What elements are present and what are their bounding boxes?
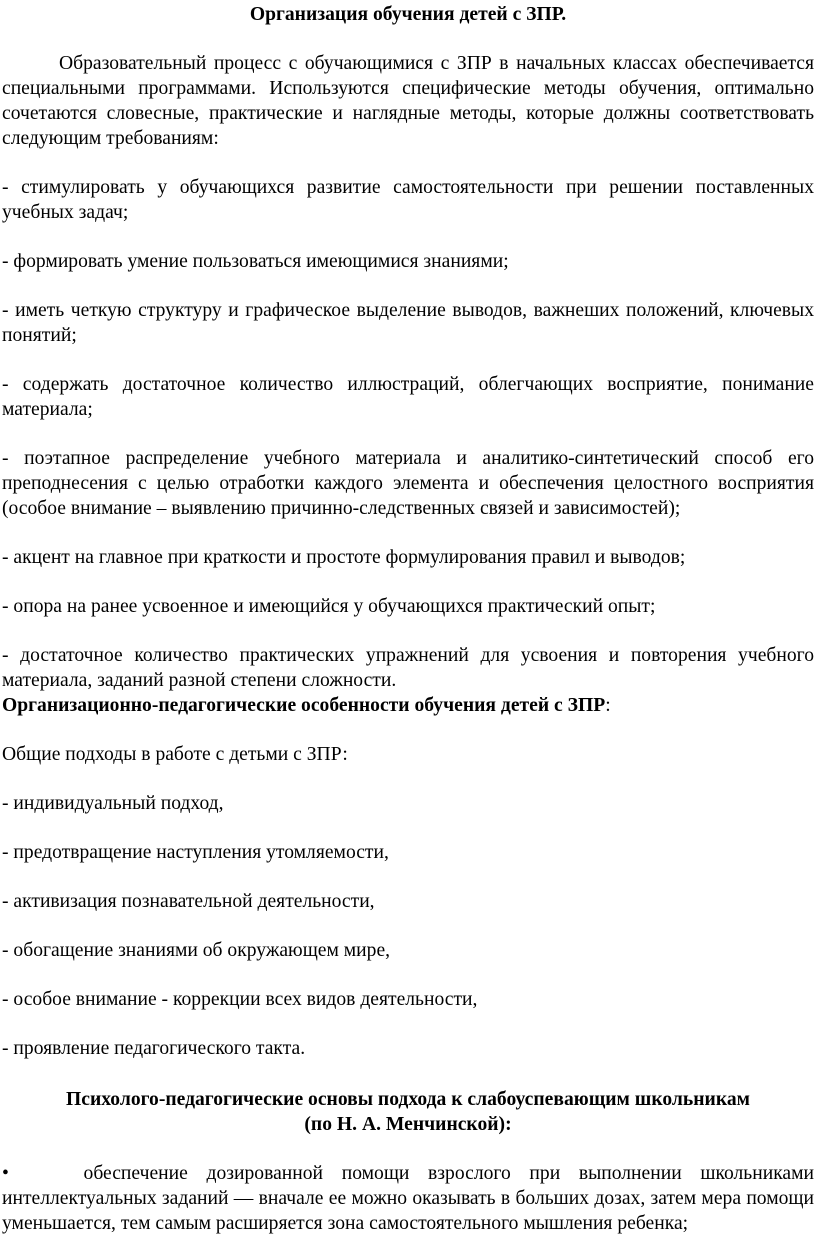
section3-heading-line2: (по Н. А. Менчинской):: [304, 1114, 512, 1135]
requirement-item: - стимулировать у обучающихся развитие самостоятельности при решении поставленных учебных задач;: [2, 177, 814, 223]
section3-paragraph: [2, 1161, 814, 1236]
section-lead: Общие подходы в работе с детьми с ЗПР:: [2, 744, 348, 765]
bullet-icon: •: [2, 1163, 9, 1184]
document-title: Организация обучения детей с ЗПР.: [249, 4, 567, 25]
section3-heading: [2, 1087, 814, 1137]
section-heading-text: Организационно-педагогические особенности обучения детей с ЗПР: [2, 695, 606, 716]
requirement-item: - акцент на главное при краткости и простоте формулирования правил и выводов;: [2, 547, 686, 568]
section-heading-colon: :: [605, 695, 611, 716]
requirement-item: - содержать достаточное количество иллюстраций, облегчающих восприятие, понимание материала;: [2, 374, 814, 420]
section-heading: [2, 693, 814, 718]
requirement-item: - формировать умение пользоваться имеющимися знаниями;: [2, 251, 509, 272]
requirement-item: - иметь четкую структуру и графическое выделение выводов, важнеших положений, ключевых понятий;: [2, 300, 814, 346]
approach-item: - индивидуальный подход,: [2, 793, 224, 814]
requirement-item: - достаточное количество практических упражнений для усвоения и повторения учебного материала, заданий разной степени сложности.: [2, 645, 814, 691]
intro-paragraph: Образовательный процесс с обучающимися с ЗПР в начальных классах обеспечивается специальными программами. Используются специфические методы обучения, оптимально сочетаются словесные, практические и наглядные методы, которые должны соответствовать следующим требованиям:: [2, 53, 814, 149]
approach-item: - предотвращение наступления утомляемости,: [2, 842, 389, 863]
approach-item: - обогащение знаниями об окружающем мире,: [2, 940, 391, 961]
approach-item: - особое внимание - коррекции всех видов деятельности,: [2, 989, 478, 1010]
requirement-item: - опора на ранее усвоенное и имеющийся у обучающихся практический опыт;: [2, 596, 656, 617]
section3-heading-line1: Психолого-педагогические основы подхода к слабоуспевающим школьникам: [66, 1089, 750, 1110]
approach-item: - активизация познавательной деятельности,: [2, 891, 375, 912]
section3-paragraph-text: обеспечение дозированной помощи взрослого при выполнении школьниками интеллектуальных заданий — вначале ее можно оказывать в больших дозах, затем мера помощи уменьшается, тем самым расширяется зона самостоятельного мышления ребенка;: [2, 1163, 815, 1234]
requirement-item: - поэтапное распределение учебного материала и аналитико-синтетический способ его преподнесения с целью отработки каждого элемента и обеспечения целостного восприятия (особое внимание – выявлению причинно-следственных связей и зависимостей);: [2, 448, 814, 519]
approach-item: - проявление педагогического такта.: [2, 1038, 306, 1059]
